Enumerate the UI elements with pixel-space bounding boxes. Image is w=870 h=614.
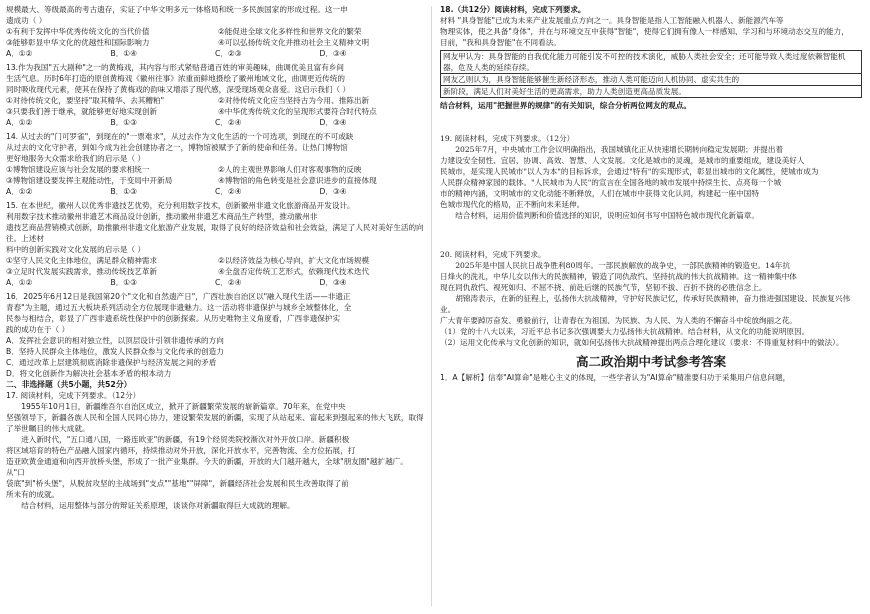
question-18-instruction: 结合材料，运用"把握世界的规律"的有关知识，综合分析两位网友的观点。 [440,101,691,110]
option: ③只要我们善于继承，就能够更好地实现创新 [6,107,158,116]
option: ③能够彰显中华文化的优越性和国际影响力 [6,38,150,47]
option: A．发挥社会意识的相对独立性，以顶层设计引领非遗传承的方向 [6,336,224,345]
question-20-subquestion-1: （1）党的十八大以来，习近平总书记多次强调要大力弘扬伟大抗战精神。结合材料，从文化的功能说明原因。 [440,327,810,336]
choice: C．②④ [215,118,242,127]
option: ①有利于发挥中华优秀传统文化的当代价值 [6,27,150,36]
question-14 [6,131,424,197]
question-19-paragraph: 市的精神内涵，文明城市的文化动能不断释放，人们在城市中获得文化认同，构建起一座中国特 [440,189,759,198]
question-15 [6,200,424,288]
question-19-paragraph: 民城市，是实现人民城市"以人为本"的目标诉求，会通过"特有"的实现形式，彰显出城市的文化属性，使城市成为 [440,167,819,176]
choice: B．①③ [110,187,137,196]
question-16-line: 践的成功在于（ ） [6,325,70,334]
opinion-netizen-a: 网友甲认为：具身智能的自我优化能力可能引发不可控的技术演化，威胁人类社会安全；还可能导致人类过度依赖智能机器，危及人类的延续存续。 [441,51,861,74]
question-20-paragraph: 胡锦涛表示，在新的征程上，弘扬伟大抗战精神，守护好民族记忆，传承好民族精神，奋力推进强国建设、民族复兴伟业。 [440,294,851,314]
question-17-title: 17. 阅读材料，完成下列要求。（12分） [6,391,141,400]
option: ②人的主观世界影响人们对客观事物的反映 [218,165,362,174]
question-13-line: 同时吸收现代元素，使其在保持了黄梅戏的韵味又增添了现代感，深受现场观众喜爱。这启示我们（ ） [6,85,351,94]
choice: D．③④ [319,187,347,196]
question-12-line: 规模最大、等级最高的考古遗存，实证了中华文明多元一体格局和统一多民族国家的形成过程。这一申 [6,5,348,14]
choice: A．①② [6,187,33,196]
question-17-paragraph: 1955年10月1日，新疆维吾尔自治区成立，掀开了新疆繁荣发展的崭新篇章。70年来，在党中央 [21,402,346,411]
option: ④可以弘扬传统文化并推动社会主义精神文明 [218,38,370,47]
left-column [6,4,424,610]
option: ①对待传统文化，要坚持"取其精华、去其糟粕" [6,96,165,105]
option: ①坚守人民文化主体地位，满足群众精神需求 [6,256,158,265]
question-14-line: 更好地服务大众需求给我们的启示是（ ） [6,154,146,163]
question-19-title: 19. 阅读材料，完成下列要求。（12分） [440,134,575,143]
question-19-paragraph: 色城市现代化的格局，正不断向未来延伸。 [440,200,585,209]
question-20-subquestion-2: （2）运用文化传承与文化创新的知识，就如何弘扬伟大抗战精神提出两点合理化建议（要求：不得重复材料中的做法）。 [440,338,844,347]
choice: A．①② [6,278,33,287]
question-15-line: 遗技艺商品营销模式创新，助推徽州非遗文化旅游产业发展，取得了良好的经济效益和社会效益，满足了人民对美好生活的向往。上述材 [6,223,424,243]
question-19-paragraph: 人民群众精神家园的载体。"人民城市为人民"的宣言在全国各地的城市发展中持续生长、点亮每一个城 [440,178,782,187]
question-20-paragraph: 日烽火的洗礼，中华儿女以伟大的民族精神，锻造了同仇敌忾、坚持抗战的伟大抗战精神。这一精神集中体 [440,272,797,281]
choice: D．③④ [319,118,347,127]
question-17-paragraph: 造亚欧黄金通道和向西开放桥头堡，形成了一批产业集群。今天的新疆，开放的大门越开越大，全球"朋友圈"越扩越广。从"口 [6,457,408,477]
question-18-title: 18.（共12分）阅读材料，完成下列要求。 [440,5,586,14]
question-16-line: 青春"为主题，通过五大板块系列活动全方位展现非遗魅力。这一活动将非遗保护与城乡全域整体化，全 [6,303,352,312]
answer-1-line: 1．A【解析】信奉"AI算命"是唯心主义的体现，一些学者认为"AI算命"精准要归功于采集用户信息问题， [440,373,791,382]
question-17-paragraph: 所未有的成就。 [6,490,60,499]
question-15-line: 15. 在本世纪，徽州人以优秀非遗技艺优势，充分利用数字技术，创新徽州非遗文化旅游商品开发设计。 [6,201,355,210]
choice: A．①② [6,118,33,127]
option: ③立足时代发展实践需求，推动传统技艺革新 [6,267,158,276]
question-19 [440,133,862,221]
question-17-paragraph: 袋底"到"桥头堡"，从脱贫攻坚的主战场到"支点""基地""屏障"，新疆经济社会发展和民生改善取得了前 [6,479,349,488]
question-20-paragraph: 广大青年要踔厉奋发、勇毅前行，让青春在为祖国、为民族、为人民、为人类的不懈奋斗中绽放绚丽之花。 [440,316,797,325]
option: ①博物馆建设应该与社会发展的要求相统一 [6,165,150,174]
question-13 [6,62,424,128]
question-18 [440,4,862,111]
option: ②能促进全球文化多样性和世界文化的繁荣 [218,27,362,36]
question-15-line: 料中的创新实践对文化发展的启示是（ ） [6,245,146,254]
question-17-paragraph: 进入新时代，"五口通八国，一路连欧亚"的新疆，有19个经贸类院校渐次对外开放口岸。新疆积极 [21,435,350,444]
question-17-paragraph: 将区域培育的特色产品融入国家内循环，持续推动对外开放，深化开放水平，完善物流、全方位拓展，打 [6,446,356,455]
question-14-line: 从过去的文化守护者，到如今成为社会创建协者之一，博物馆被赋予了新的使命和任务。让热门博物馆 [6,143,348,152]
question-19-paragraph: 2025年7月，中央城市工作会议明确指出，我国城镇化正从快速增长期转向稳定发展期；并提出着 [455,145,784,154]
option: ②对待传统文化应当坚持古为今用、推陈出新 [218,96,370,105]
answer-key-title: 高二政治期中考试参考答案 [575,354,726,369]
question-16-line: 16．2025年6月12日是我国第20个"文化和自然遗产日"，广西壮族自治区以"融入现代生活——非遗正 [6,292,351,301]
question-18-material: 物理实体，使之具备"身体"，并在与环境交互中获得"智能"，使得它们拥有像人一样感知、学习和与环境动态交互的能力， [440,27,849,36]
question-18-material: 目前，"我和具身智能"在不同看法。 [440,38,561,47]
question-18-material: 材料 "具身智能"已成为未来产业发展重点方向之一。具身智能是指人工智能融入机器人、新能源汽车等 [440,16,784,25]
answer-key [440,372,862,383]
choice: B．①③ [110,278,137,287]
question-20 [440,249,862,348]
option: D．将文化创新作为解决社会基本矛盾的根本动力 [6,369,172,378]
question-13-line: 生活气息。历时6年打造的原创黄梅戏《徽州往事》浓重而鲜地摄绘了徽州地域文化，曲调更近传统的 [6,74,345,83]
choice: C．②④ [215,278,242,287]
opinion-netizen-b: 网友乙则认为，具身智能能够催生新经济形态，推动人类可能迈向人机协同、虚实共生的 [441,74,861,86]
question-17-instruction: 结合材料，运用整体与部分的辩证关系原理，谈谈你对新疆取得巨大成就的理解。 [21,501,295,510]
question-20-paragraph: 现在同仇敌忾、视死如归、不屈不挠、前赴后继的民族气节，坚韧不拔、百折不挠的必胜信念上。 [440,283,767,292]
choice: D．③④ [319,49,347,58]
column-divider [431,6,432,606]
question-19-paragraph: 力建设安全韧性、宜居、协调、高效、智慧、人文发展。文化是城市的灵魂，是城市的重要组成，建设美好人 [440,156,805,165]
question-19-instruction: 结合材料，运用价值判断和价值选择的知识，说明应如何书写中国特色城市现代化新篇章。 [455,211,759,220]
question-20-paragraph: 2025年是中国人民抗日战争胜利80周年。一部民族解放的战争史，一部民族精神的锻造史。14年抗 [455,261,790,270]
right-column [440,4,862,610]
opinion-netizen-b-cont: 新阶段，满足人们对美好生活的更高需求，助力人类创造更高品质发展。 [443,87,686,96]
question-17-paragraph: 坚强领导下，新疆各族人民和全国人民同心协力，建设繁荣发展的新疆，实现了从站起来、富起来到强起来的伟大飞跃，取得了举世瞩目的伟大成就。 [6,413,424,433]
question-16-line: 民参与相结合，彰显了广西非遗系统性保护中的创新探索。从历史唯物主义角度看，广西非遗保护实 [6,314,341,323]
option: ④博物馆的角色转变是社会意识进步的直接体现 [218,176,377,185]
question-14-line: 14. 从过去的"门可罗雀"，到现在的"一票难求"，从过去作为文化生活的一个可选项，到现在的不可或缺 [6,132,354,141]
question-12-tail [6,4,424,59]
choice: C．②④ [215,187,242,196]
choice: D．③④ [319,278,347,287]
option: ④全盘否定传统工艺形式，依赖现代技术迭代 [218,267,370,276]
question-15-line: 利用数字技术推动徽州非遗艺术商品设计创新，推动徽州非遗艺术商品生产转型，推动徽州非 [6,212,318,221]
choice: A．①② [6,49,33,58]
choice: B．①④ [110,49,137,58]
option: ④中华优秀传统文化的呈现形式要符合时代特点 [218,107,377,116]
option: B．坚持人民群众主体地位，激发人民群众参与文化传承的创造力 [6,347,224,356]
question-20-title: 20. 阅读材料，完成下列要求。 [440,250,546,259]
section-2-title: 二、非选择题（共5小题，共52分） [6,380,132,389]
option: C．通过改革上层建筑彻底消除非遗保护与经济发展之间的矛盾 [6,358,217,367]
question-12-line: 遗成功（ ） [6,16,47,25]
option: ②以经济效益为核心导向，扩大文化市场规模 [218,256,370,265]
question-16 [6,291,424,379]
option: ③博物馆建设要发挥主观能动性，于变局中开新局 [6,176,173,185]
opinion-table [440,50,862,98]
question-13-line: 13.作为我国"五大剧种"之一的黄梅戏，其内容与形式紧贴普通百姓的审美趣味，曲调优美且富有乡间 [6,63,344,72]
choice: B．①③ [110,118,137,127]
question-17 [6,390,424,511]
choice: C．②③ [215,49,242,58]
